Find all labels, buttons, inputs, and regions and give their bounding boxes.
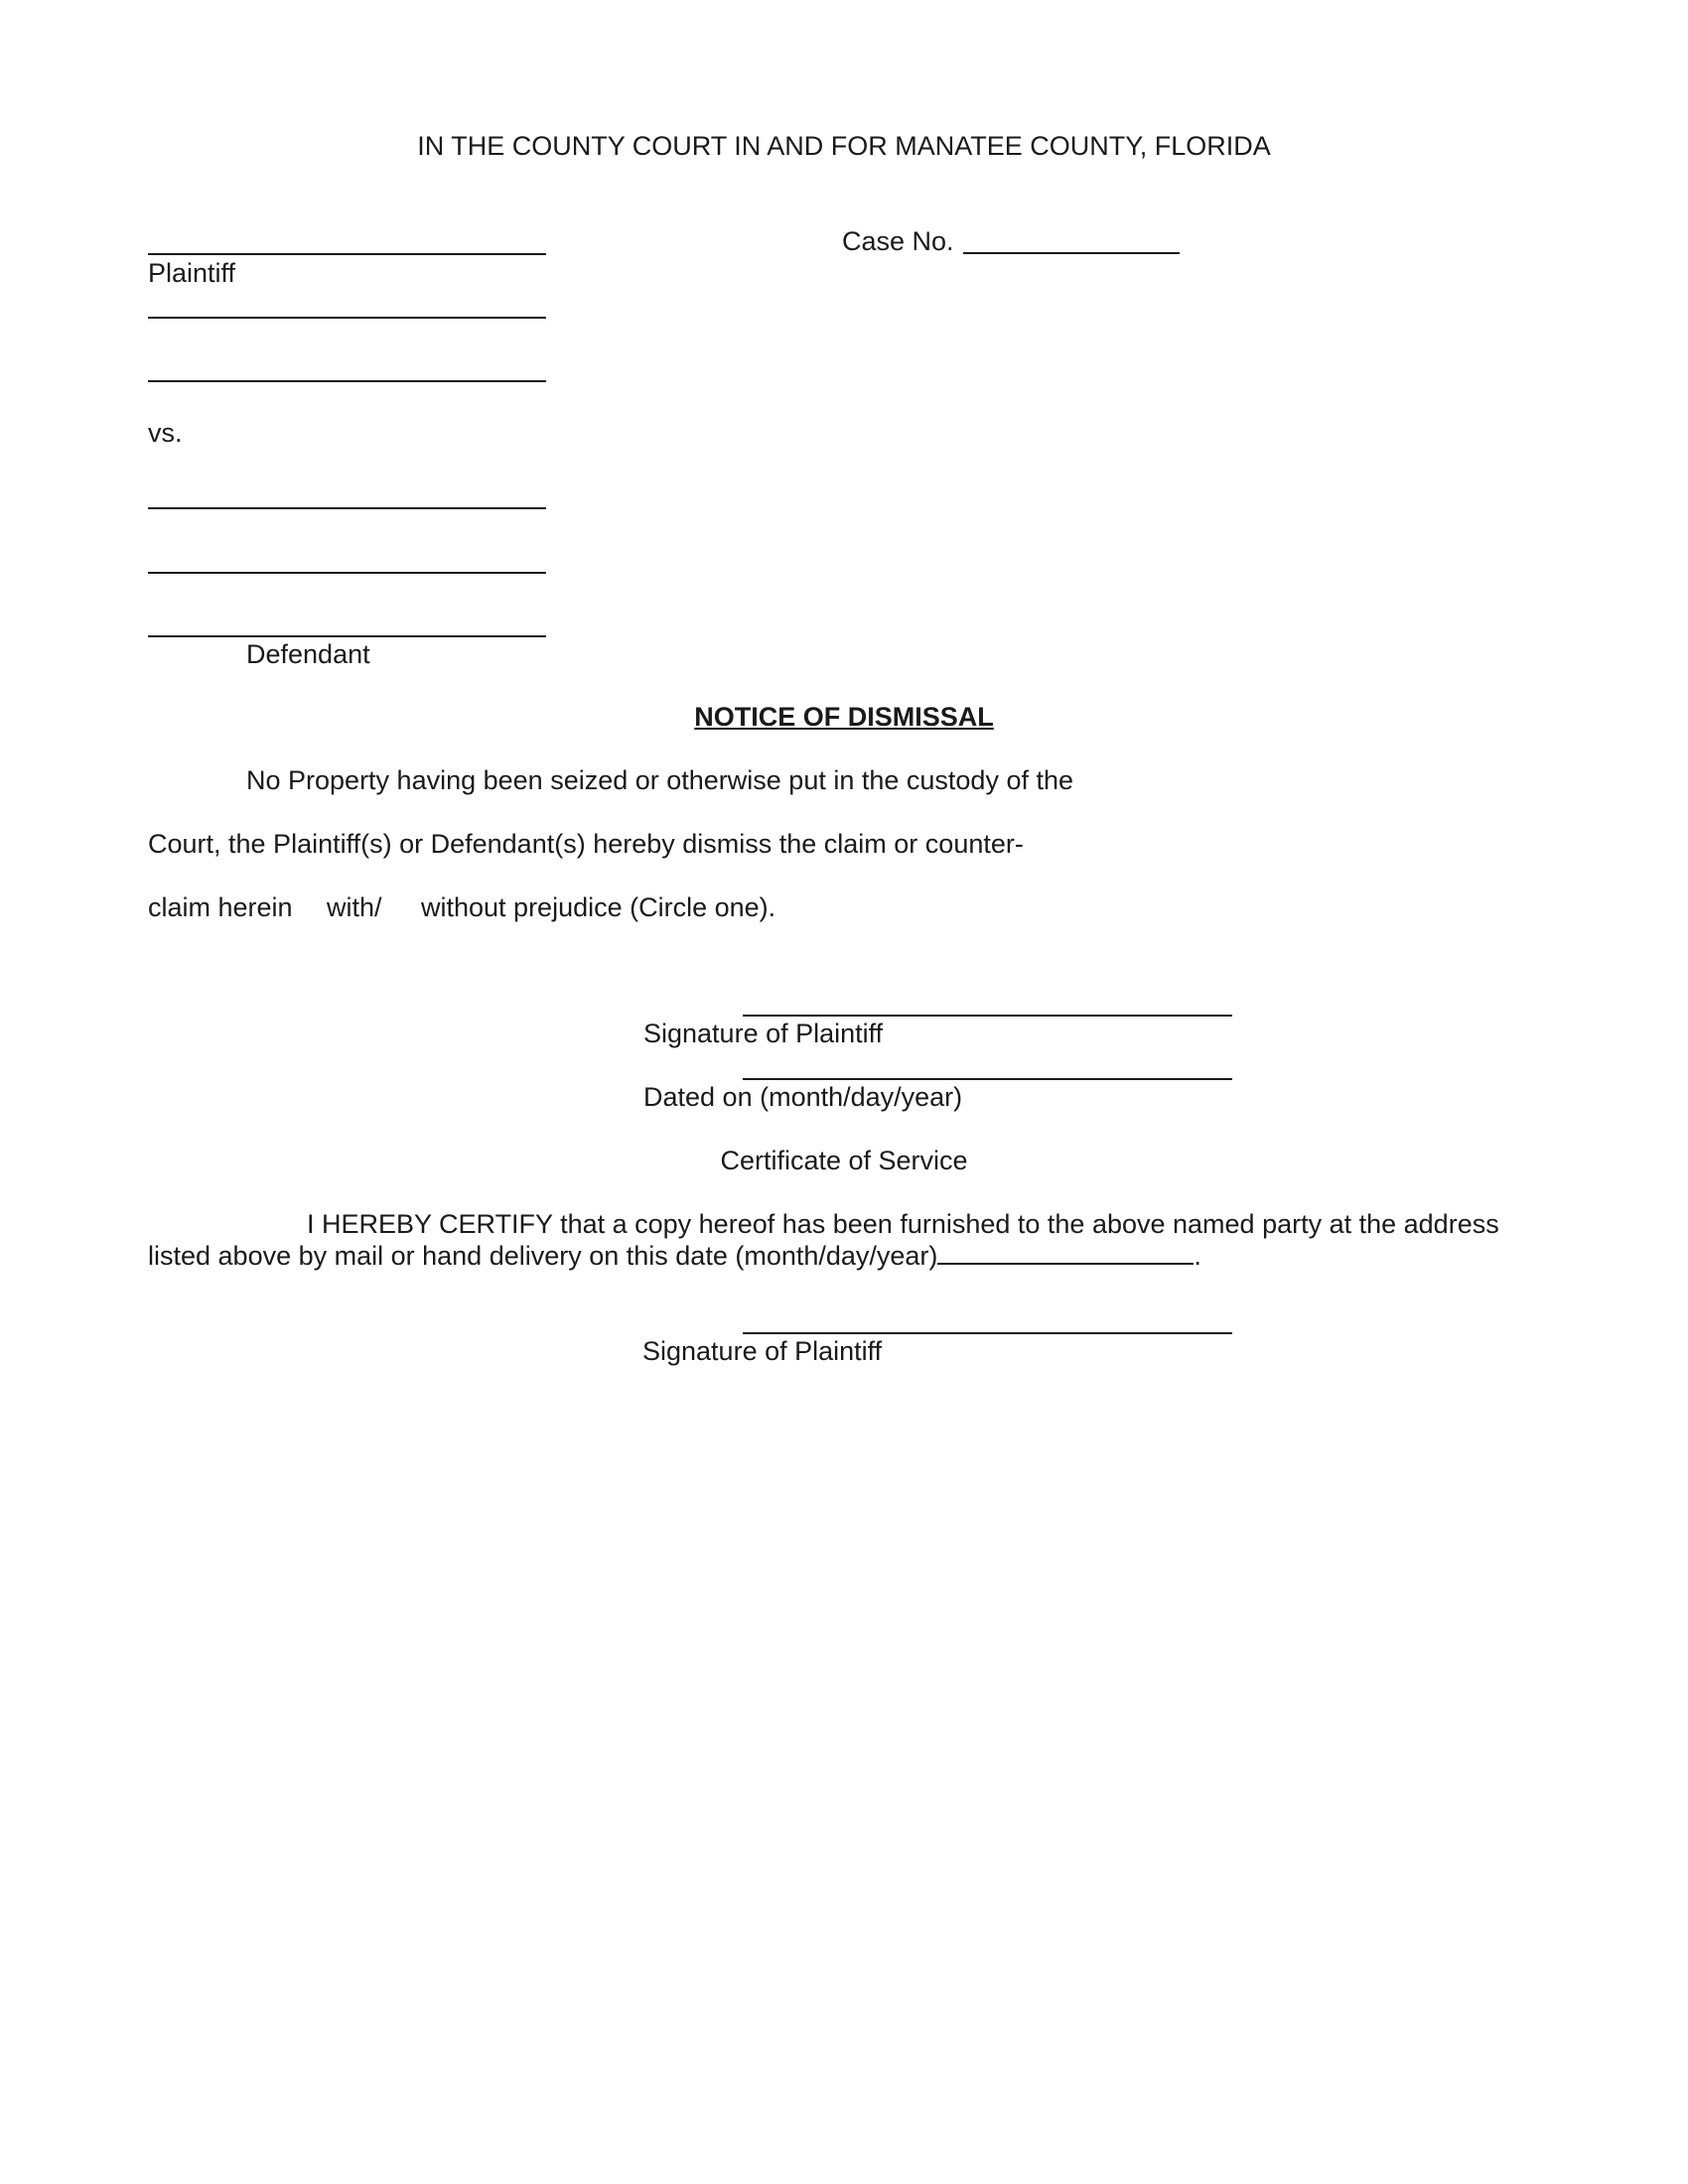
case-no-field[interactable]	[963, 252, 1180, 254]
certificate-date-field[interactable]	[937, 1241, 1194, 1265]
certificate-heading: Certificate of Service	[720, 1146, 968, 1175]
defendant-name-field[interactable]	[148, 507, 546, 509]
certificate-text-line-2: listed above by mail or hand delivery on this date (month/day/year)	[148, 1241, 938, 1271]
signature-label: Signature of Plaintiff	[643, 1019, 884, 1048]
defendant-address-field-1[interactable]	[148, 572, 546, 574]
notice-title: NOTICE OF DISMISSAL	[694, 702, 994, 732]
certificate-signature-label: Signature of Plaintiff	[642, 1336, 883, 1366]
option-without-prejudice[interactable]: without prejudice (Circle one).	[421, 892, 776, 922]
plaintiff-name-field[interactable]	[148, 253, 546, 255]
certificate-text-line-2-wrap	[148, 1240, 1201, 1272]
vs-label: vs.	[148, 418, 183, 448]
court-title: IN THE COUNTY COURT IN AND FOR MANATEE COUNTY, FLORIDA	[417, 131, 1271, 161]
certificate-text-line-1: I HEREBY CERTIFY that a copy hereof has been furnished to the above named party at the address	[307, 1209, 1499, 1239]
dated-field[interactable]	[743, 1078, 1232, 1080]
plaintiff-address-field-2[interactable]	[148, 380, 546, 382]
plaintiff-signature-field[interactable]	[743, 1015, 1232, 1017]
case-no-label: Case No.	[842, 226, 954, 256]
plaintiff-label: Plaintiff	[148, 258, 236, 288]
certificate-text-end: .	[1194, 1241, 1201, 1271]
notice-line-3-start: claim herein	[148, 892, 293, 922]
option-with[interactable]: with/	[327, 892, 382, 922]
defendant-label: Defendant	[246, 639, 370, 669]
certificate-signature-field[interactable]	[743, 1332, 1232, 1334]
dated-label: Dated on (month/day/year)	[643, 1082, 963, 1112]
plaintiff-address-field-1[interactable]	[148, 317, 546, 319]
notice-line-1: No Property having been seized or otherwise put in the custody of the	[246, 765, 1073, 795]
defendant-address-field-2[interactable]	[148, 635, 546, 637]
notice-line-2: Court, the Plaintiff(s) or Defendant(s) hereby dismiss the claim or counter-	[148, 829, 1024, 859]
